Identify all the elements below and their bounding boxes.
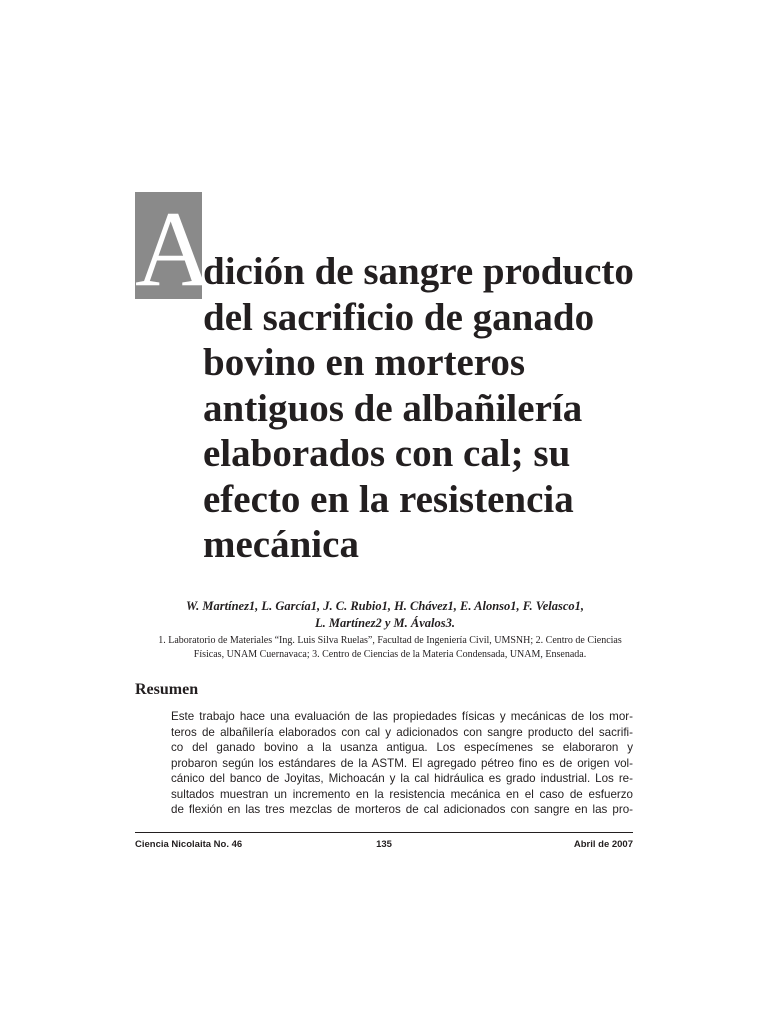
page-footer [135, 838, 633, 852]
abstract-line: teros de albañilería elaborados con cal y adicionados con sangre producto del sacrifi- [171, 725, 633, 739]
title-line: bovino en morteros [203, 341, 526, 384]
affiliation-line: 1. Laboratorio de Materiales “Ing. Luis Silva Ruelas”, Facultad de Ingeniería Civil, UMSNH; 2. Centro de Ciencias [158, 635, 622, 646]
issue-date: Abril de 2007 [573, 839, 633, 850]
article-title [203, 249, 673, 568]
title-line: dición de sangre producto [203, 250, 634, 293]
abstract-body [171, 709, 633, 818]
authors-line: L. Martínez2 y M. Ávalos3. [315, 616, 455, 630]
abstract-line: Este trabajo hace una evaluación de las propiedades físicas y mecánicas de los mor- [171, 710, 633, 723]
abstract-line: probaron según los estándares de la ASTM. El agregado pétreo fino es de origen vol- [171, 756, 633, 770]
affiliations [150, 634, 630, 661]
journal-name: Ciencia Nicolaita No. 46 [135, 839, 243, 850]
title-line: antiguos de albañilería [203, 386, 583, 430]
dropcap-letter: A [135, 190, 213, 309]
abstract-line: sultados muestran un incremento en la resistencia mecánica en el caso de esfuerzo [171, 787, 633, 801]
author-list [140, 598, 630, 632]
abstract-line: de flexión en las tres mezclas de morteros de cal adicionados con sangre en las pro- [171, 803, 633, 816]
title-line: del sacrificio de ganado [203, 295, 595, 339]
abstract-line: co del ganado bovino a la usanza antigua. Los especímenes se elaboraron y [171, 741, 633, 754]
title-line: elaborados con cal; su [203, 432, 571, 475]
title-line: mecánica [203, 523, 359, 566]
abstract-line: cánico del banco de Joyitas, Michoacán y la cal hidráulica es grado industrial. Los re- [171, 772, 633, 785]
title-line: efecto en la resistencia [203, 477, 574, 521]
footer-divider [135, 832, 633, 833]
page-number: 135 [376, 839, 392, 850]
abstract-heading: Resumen [135, 681, 199, 698]
authors-line: W. Martínez1, L. García1, J. C. Rubio1, H. Chávez1, E. Alonso1, F. Velasco1, [185, 599, 585, 613]
affiliation-line: Físicas, UNAM Cuernavaca; 3. Centro de Ciencias de la Materia Condensada, UNAM, Ensenada. [193, 648, 587, 660]
